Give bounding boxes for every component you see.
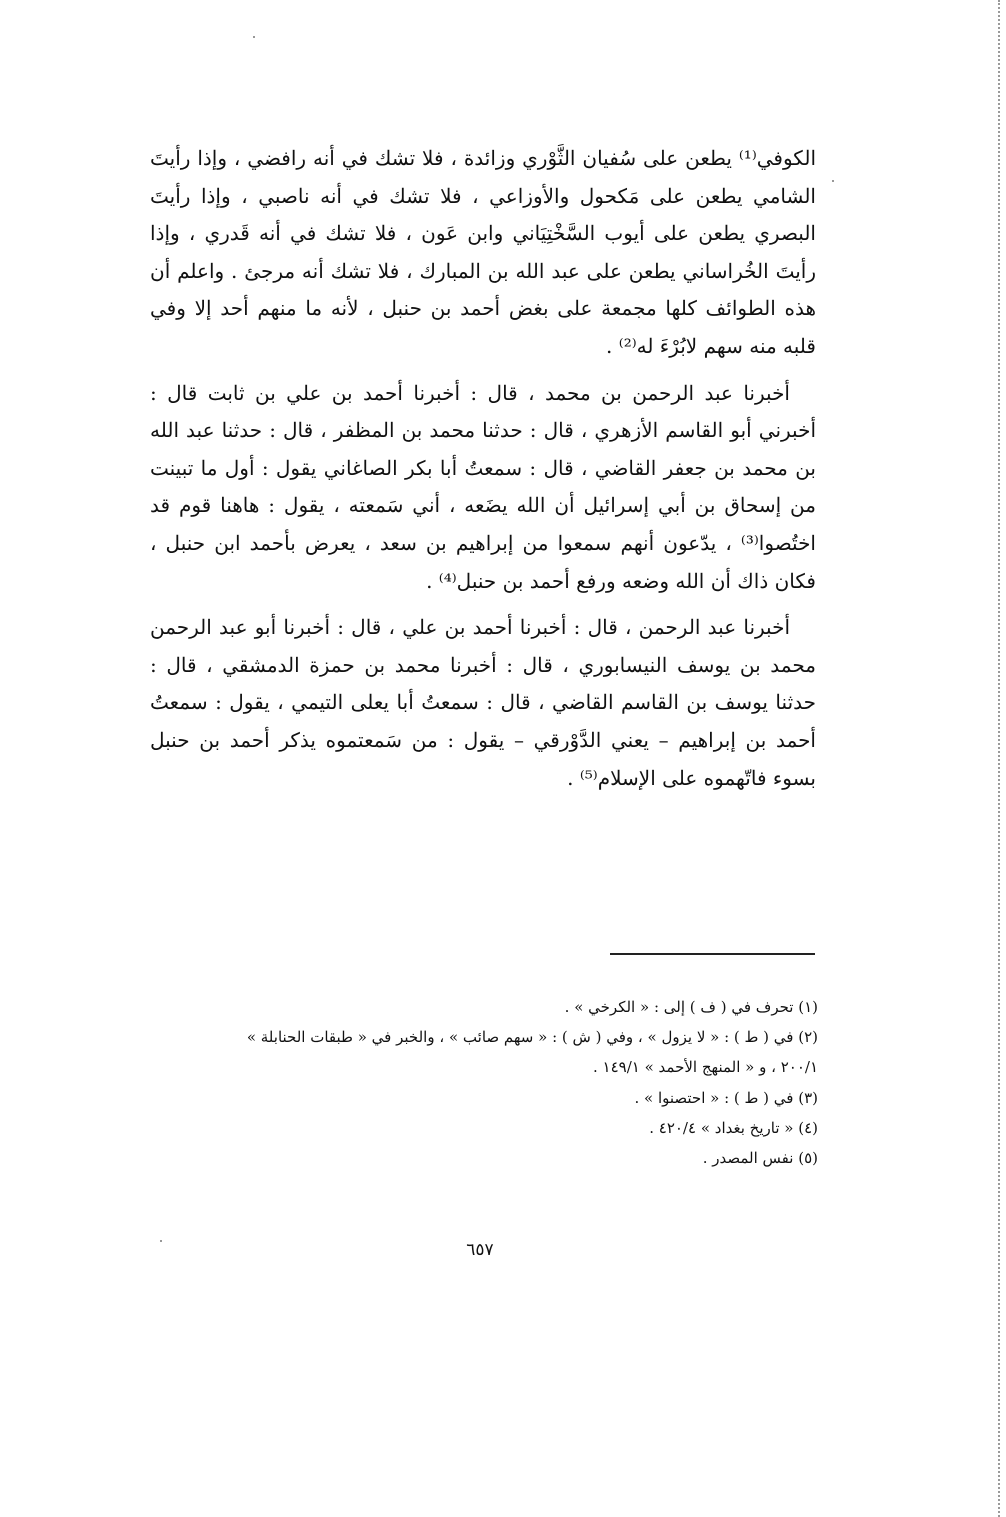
scan-speck: [160, 1240, 162, 1242]
footnote-1: (١) تحرف في ( ف ) إلى : « الكرخي » .: [564, 998, 818, 1016]
footnotes: [150, 992, 818, 1173]
page-number: ٦٥٧: [466, 1240, 494, 1260]
scan-speck: [832, 180, 834, 182]
footnote-3: (٣) في ( ط ) : « احتصنوا » .: [634, 1088, 818, 1107]
main-body-text: [150, 140, 816, 806]
footnote-2-continued: ٢٠٠/١ ، و « المنهج الأحمد » ١٤٩/١ .: [593, 1058, 818, 1077]
scan-edge-artifact: [996, 0, 1000, 1517]
footnote-5: (٥) نفس المصدر .: [702, 1149, 818, 1168]
paragraph-3: أخبرنا عبد الرحمن ، قال : أخبرنا أحمد بن علي ، قال : أخبرنا أبو عبد الرحمن محمد بن يوسف النيسابوري ، قال : أخبرنا محمد بن حمزة الدمشقي ، قال : حدثنا يوسف بن القاسم القاضي ، قال : سمعتُ أبا يعلى التيمي ، يقول : سمعتُ أحمد بن إبراهيم – يعني الدَّوْرقي – يقول : من سَمعتموه يذكر أحمد بن حنبل بسوء فاتّهموه على الإسلام⁽⁵⁾ .: [150, 615, 816, 790]
footnote-2: (٢) في ( ط ) : « لا يزول » ، وفي ( ش ) : « سهم صائب » ، والخبر في « طبقات الحنابلة »: [246, 1028, 818, 1047]
footnote-separator: [610, 953, 815, 955]
paragraph-1: الكوفي⁽¹⁾ يطعن على سُفيان الثَّوْري وزائدة ، فلا تشك في أنه رافضي ، وإذا رأيتَ الشامي يطعن على مَكحول والأوزاعي ، فلا تشك في أنه ناصبي ، وإذا رأيتَ البصري يطعن على أيوب السَّخْتِيَاني وابن عَون ، فلا تشك في أنه قَدري ، وإذا رأيتَ الخُراساني يطعن على عبد الله بن المبارك ، فلا تشك أنه مرجئ . واعلم أن هذه الطوائف كلها مجمعة على بغض أحمد بن حنبل ، لأنه ما منهم أحد إلا وفي قلبه منه سهم لابُرْءَ له⁽²⁾ .: [150, 146, 816, 358]
paragraph-2: أخبرنا عبد الرحمن بن محمد ، قال : أخبرنا أحمد بن علي بن ثابت قال : أخبرني أبو القاسم الأزهري ، قال : حدثنا محمد بن المظفر ، قال : حدثنا عبد الله بن محمد بن جعفر القاضي ، قال : سمعتُ أبا بكر الصاغاني يقول : أول ما تبينت من إسحاق بن أبي إسرائيل أن الله يضَعه ، أني سَمعته ، يقول : هاهنا قوم قد اختُصوا⁽³⁾ ، يدّعون أنهم سمعوا من إبراهيم بن سعد ، يعرض بأحمد ابن حنبل ، فكان ذاك أن الله وضعه ورفع أحمد بن حنبل⁽⁴⁾ .: [150, 380, 816, 593]
footnote-4: (٤) « تاريخ بغداد » ٤٢٠/٤ .: [649, 1118, 818, 1137]
scan-speck: [253, 36, 255, 38]
